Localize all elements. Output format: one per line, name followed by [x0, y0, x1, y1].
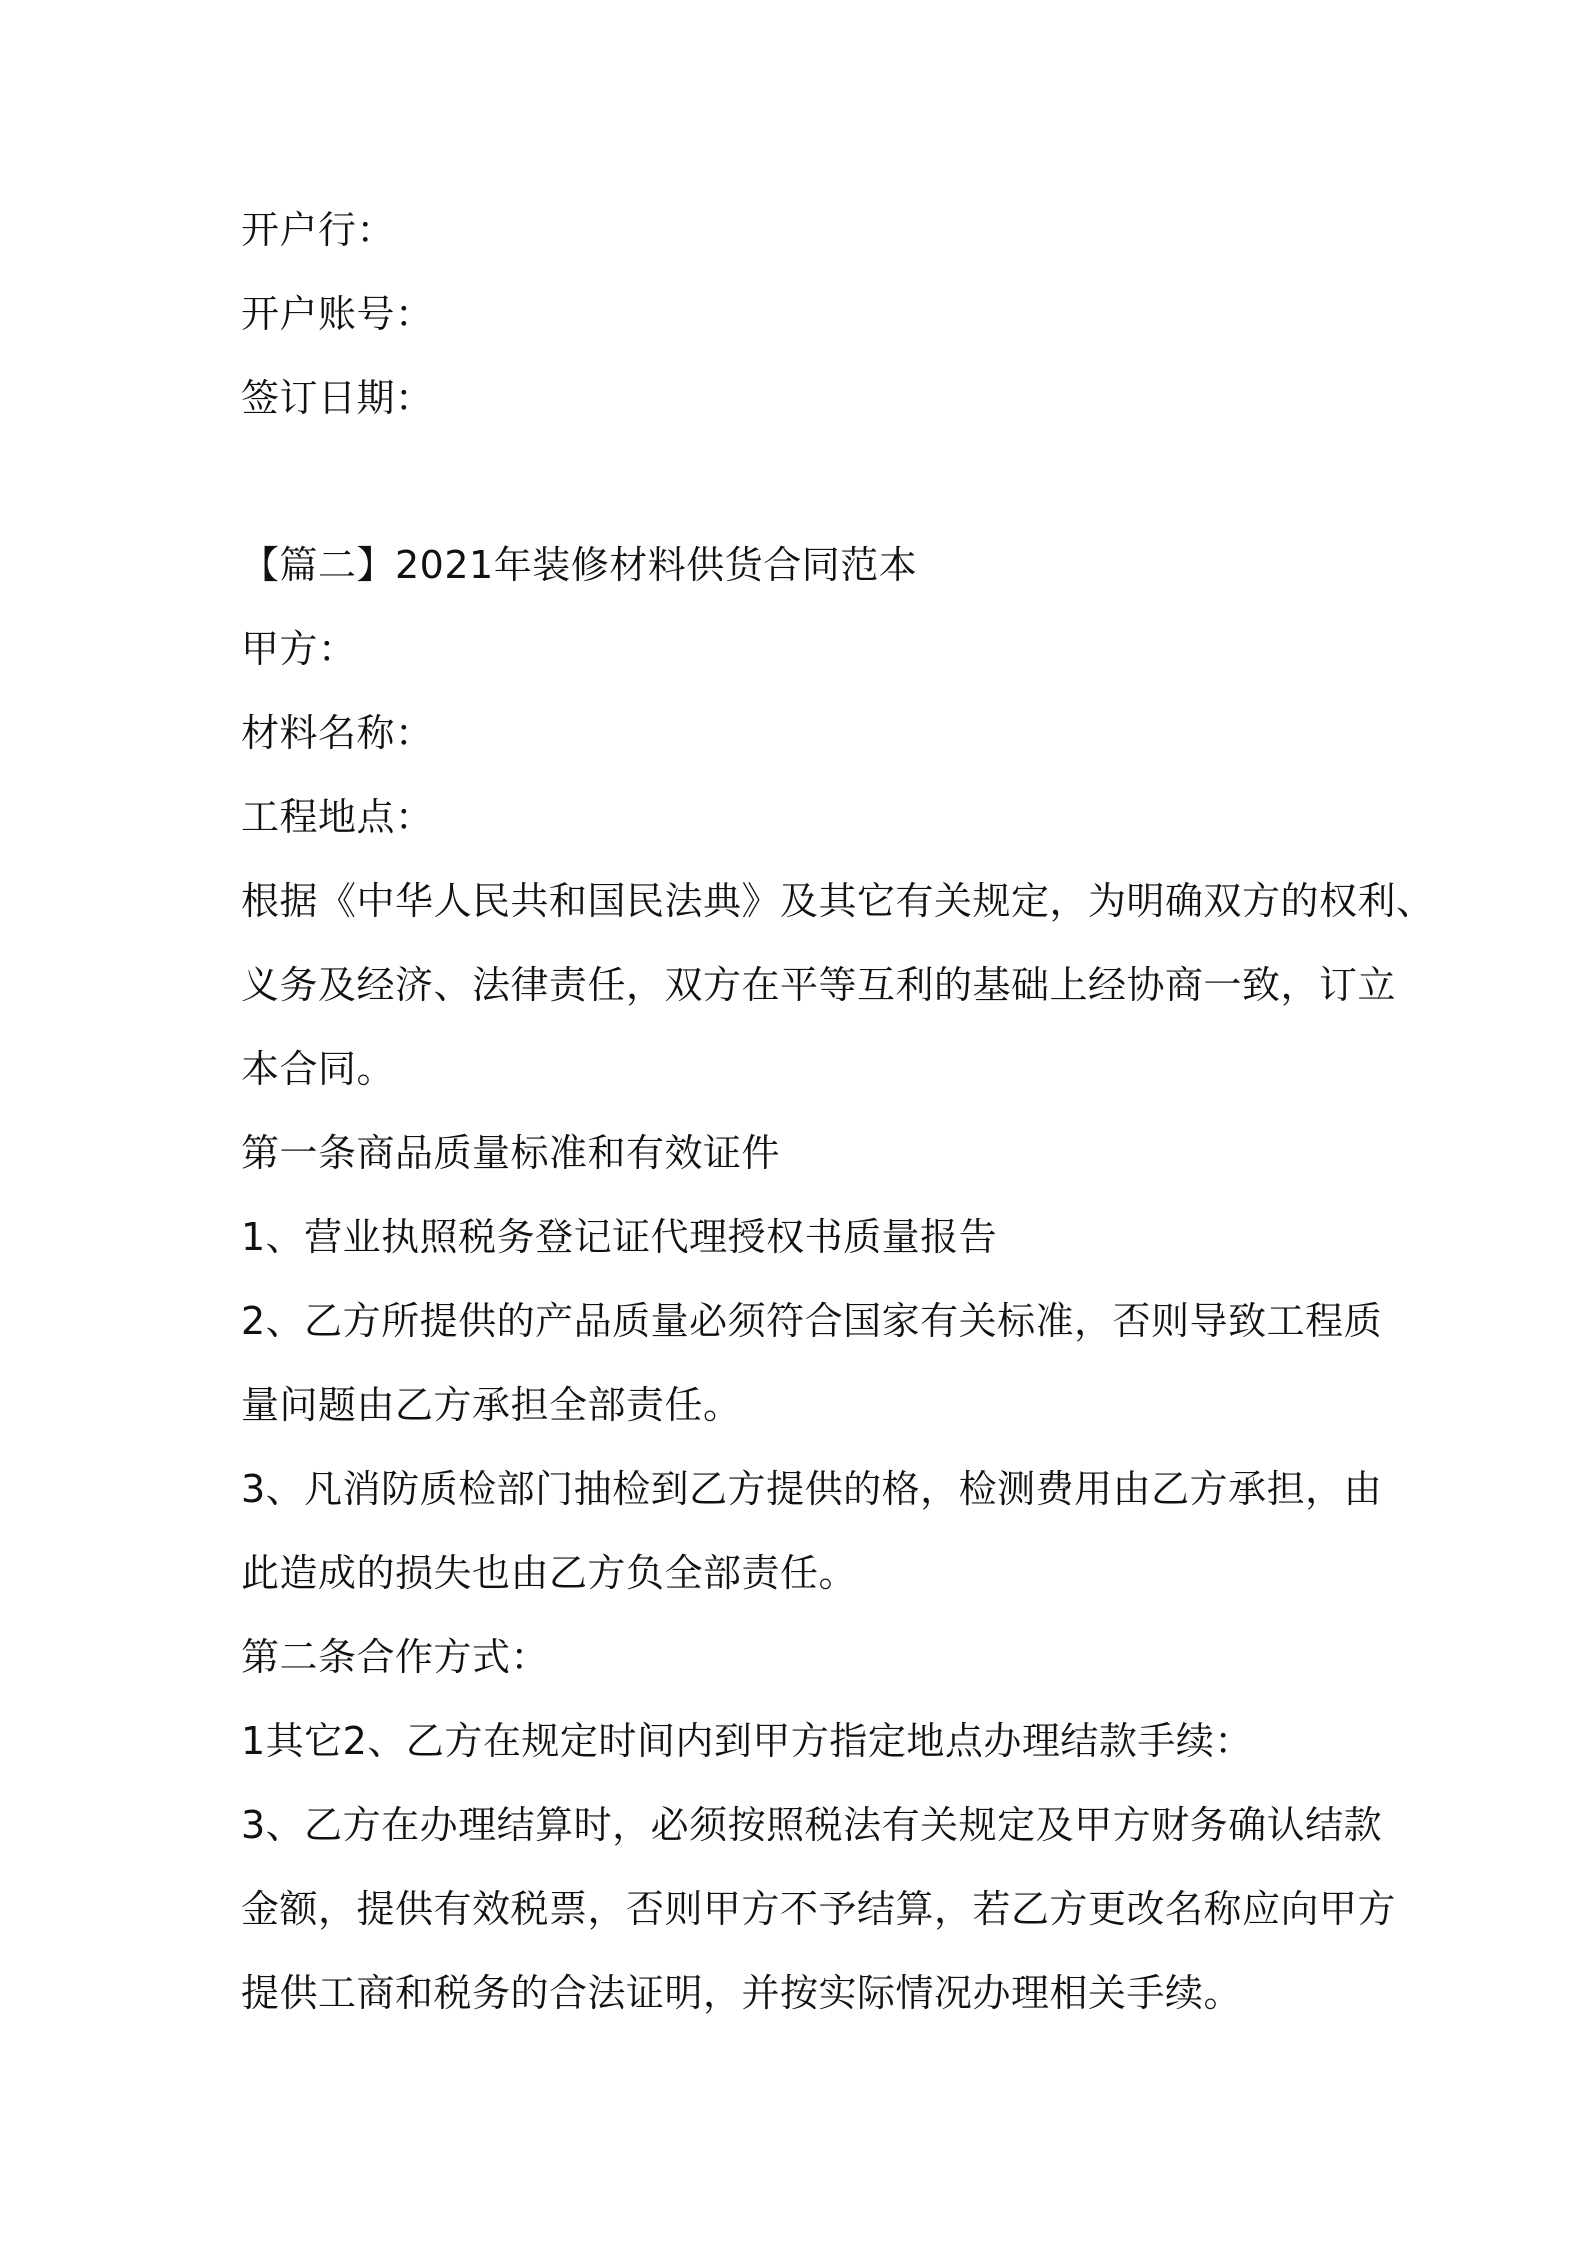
bank-name-label: 开户行：	[241, 208, 396, 252]
bank-account-label: 开户账号：	[241, 292, 434, 336]
project-location-label: 工程地点：	[241, 795, 434, 839]
party-a-label: 甲方：	[241, 627, 357, 671]
clause-line: 1、营业执照税务登记证代理授权书质量报告	[241, 1215, 998, 1259]
clause-line: 金额，提供有效税票，否则甲方不予结算，若乙方更改名称应向甲方	[241, 1887, 1397, 1931]
clause-line: 1其它2、乙方在规定时间内到甲方指定地点办理结款手续：	[241, 1719, 1253, 1763]
clause-line: 提供工商和税务的合法证明，并按实际情况办理相关手续。	[241, 1971, 1243, 2015]
article-heading: 第二条合作方式：	[241, 1635, 550, 1679]
section-title: 【篇二】2021年装修材料供货合同范本	[241, 543, 918, 587]
signing-date-label: 签订日期：	[241, 376, 434, 420]
clause-line: 3、凡消防质检部门抽检到乙方提供的格，检测费用由乙方承担，由	[241, 1467, 1383, 1511]
clause-line: 此造成的损失也由乙方负全部责任。	[241, 1551, 858, 1595]
clause-line: 3、乙方在办理结算时，必须按照税法有关规定及甲方财务确认结款	[241, 1803, 1383, 1847]
clause-line: 量问题由乙方承担全部责任。	[241, 1383, 742, 1427]
paragraph-line: 义务及经济、法律责任，双方在平等互利的基础上经协商一致，订立	[241, 963, 1397, 1007]
clause-line: 2、乙方所提供的产品质量必须符合国家有关标准，否则导致工程质	[241, 1299, 1383, 1343]
article-heading: 第一条商品质量标准和有效证件	[241, 1131, 781, 1175]
material-name-label: 材料名称：	[241, 711, 434, 755]
paragraph-line: 根据《中华人民共和国民法典》及其它有关规定，为明确双方的权利、	[241, 879, 1435, 923]
paragraph-line: 本合同。	[241, 1047, 396, 1091]
